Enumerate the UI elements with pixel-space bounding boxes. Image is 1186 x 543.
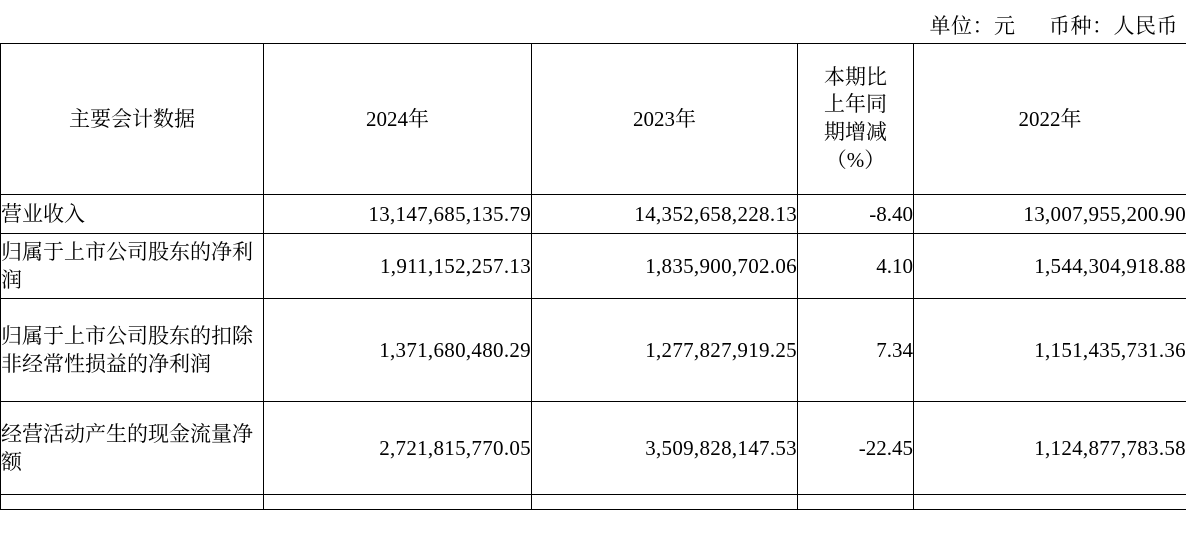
unit-note-unit: 单位：元 — [929, 14, 1016, 38]
row-value-change: 7.34 — [798, 299, 914, 402]
header-change-line-3: 期增减 — [824, 120, 887, 144]
row-value-2022: 1,151,435,731.36 — [914, 299, 1186, 402]
row-value-change: 4.10 — [798, 234, 914, 299]
row-value-2022 — [914, 495, 1186, 510]
header-change-line-2: 上年同 — [824, 92, 887, 117]
row-value-2023: 1,277,827,919.25 — [532, 299, 798, 402]
row-value-2024: 2,721,815,770.05 — [264, 402, 532, 495]
row-label: 经营活动产生的现金流量净额 — [1, 402, 264, 495]
table-row — [1, 299, 1186, 402]
table-row — [1, 402, 1186, 495]
row-value-2023 — [532, 495, 798, 510]
table-row — [1, 234, 1186, 299]
header-year-2024: 2024年 — [264, 44, 532, 195]
header-change-line-1: 本期比 — [824, 64, 887, 89]
table-header-row — [1, 44, 1186, 195]
row-value-2024: 1,911,152,257.13 — [264, 234, 532, 299]
row-value-2023: 1,835,900,702.06 — [532, 234, 798, 299]
row-value-change — [798, 495, 914, 510]
unit-note-currency: 币种：人民币 — [1049, 14, 1178, 38]
header-change — [798, 44, 914, 195]
row-value-2022: 1,544,304,918.88 — [914, 234, 1186, 299]
row-label — [1, 495, 264, 510]
row-label: 归属于上市公司股东的扣除非经常性损益的净利润 — [1, 299, 264, 402]
financial-summary-table — [0, 43, 1186, 510]
header-label: 主要会计数据 — [1, 44, 264, 195]
row-label: 营业收入 — [1, 195, 264, 234]
header-year-2023: 2023年 — [532, 44, 798, 195]
row-value-change: -22.45 — [798, 402, 914, 495]
row-value-2023: 3,509,828,147.53 — [532, 402, 798, 495]
row-value-2024: 13,147,685,135.79 — [264, 195, 532, 234]
row-value-2024 — [264, 495, 532, 510]
row-value-2022: 13,007,955,200.90 — [914, 195, 1186, 234]
table-row — [1, 195, 1186, 234]
row-value-change: -8.40 — [798, 195, 914, 234]
table-row — [1, 495, 1186, 510]
row-value-2022: 1,124,877,783.58 — [914, 402, 1186, 495]
row-value-2023: 14,352,658,228.13 — [532, 195, 798, 234]
row-label: 归属于上市公司股东的净利润 — [1, 234, 264, 299]
unit-note — [930, 10, 1179, 40]
header-change-line-4: （%） — [825, 147, 886, 172]
header-year-2022: 2022年 — [914, 44, 1186, 195]
row-value-2024: 1,371,680,480.29 — [264, 299, 532, 402]
